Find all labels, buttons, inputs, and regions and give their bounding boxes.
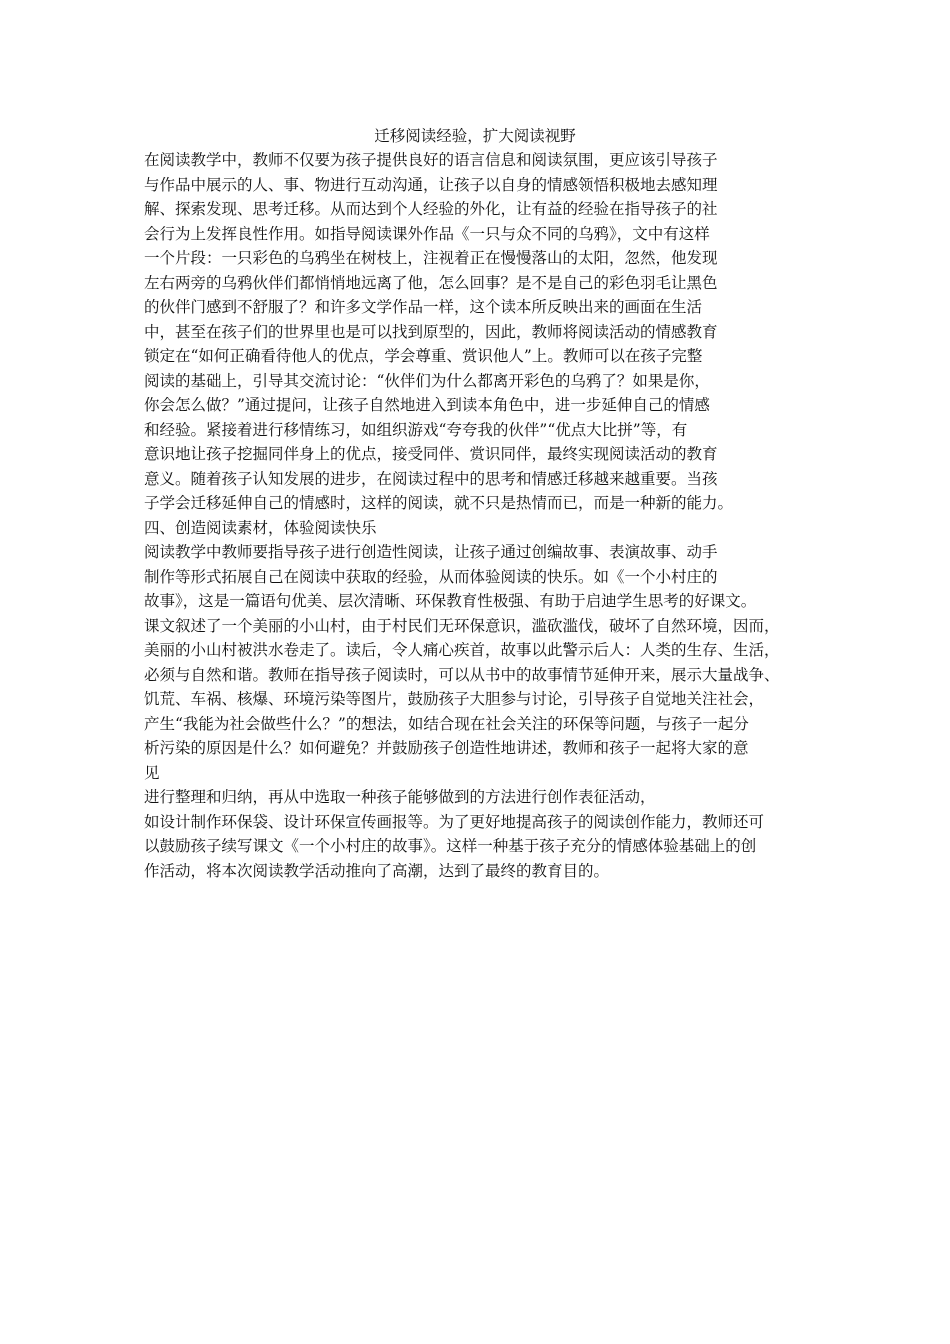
text-line: 中，甚至在孩子们的世界里也是可以找到原型的，因此，教师将阅读活动的情感教育 bbox=[144, 322, 718, 341]
text-line: 作活动，将本次阅读教学活动推向了高潮，达到了最终的教育目的。 bbox=[144, 861, 610, 880]
text-line: 制作等形式拓展自己在阅读中获取的经验，从而体验阅读的快乐。如《一个小村庄的 bbox=[144, 567, 718, 586]
text-line: 在阅读教学中，教师不仅要为孩子提供良好的语言信息和阅读氛围，更应该引导孩子 bbox=[144, 151, 718, 169]
text-line: 四、创造阅读素材，体验阅读快乐 bbox=[144, 518, 377, 537]
text-line: 的伙伴门感到不舒服了？和许多文学作品一样，这个读本所反映出来的画面在生活 bbox=[144, 298, 703, 316]
text-line: 进行整理和归纳，再从中选取一种孩子能够做到的方法进行创作表征活动， bbox=[144, 788, 656, 806]
text-line: 你会怎么做？”通过提问，让孩子自然地进入到读本角色中，进一步延伸自己的情感 bbox=[144, 396, 710, 414]
text-line: 意义。随着孩子认知发展的进步，在阅读过程中的思考和情感迁移越来越重要。当孩 bbox=[144, 469, 718, 488]
text-line: 故事》，这是一篇语句优美、层次清晰、环保教育性极强、有助于启迪学生思考的好课文。 bbox=[144, 592, 757, 610]
text-line: 课文叙述了一个美丽的小山村，由于村民们无环保意识，滥砍滥伐，破坏了自然环境，因而， bbox=[144, 616, 780, 635]
text-line: 解、探索发现、思考迁移。从而达到个人经验的外化，让有益的经验在指导孩子的社 bbox=[144, 200, 718, 218]
text-line: 和经验。紧接着进行移情练习，如组织游戏“夸夸我的伙伴”“优点大比拼”等，有 bbox=[144, 420, 688, 439]
text-line: 产生“我能为社会做些什么？”的想法，如结合现在社会关注的环保等问题，与孩子一起分 bbox=[144, 714, 749, 733]
text-line: 见 bbox=[144, 763, 160, 782]
document-body bbox=[144, 148, 824, 883]
text-line: 饥荒、车祸、核爆、环境污染等图片，鼓励孩子大胆参与讨论，引导孩子自觉地关注社会， bbox=[144, 690, 765, 708]
text-line: 子学会迁移延伸自己的情感时，这样的阅读，就不只是热情而已，而是一种新的能力。 bbox=[144, 494, 734, 512]
text-line: 与作品中展示的人、事、物进行互动沟通，让孩子以自身的情感领悟积极地去感知理 bbox=[144, 175, 718, 194]
document-title: 迁移阅读经验，扩大阅读视野 bbox=[374, 127, 576, 145]
text-line: 阅读的基础上，引导其交流讨论：“伙伴们为什么都离开彩色的乌鸦了？如果是你， bbox=[144, 371, 710, 390]
text-line: 会行为上发挥良性作用。如指导阅读课外作品《一只与众不同的乌鸦》，文中有这样 bbox=[144, 224, 710, 243]
text-line: 锁定在“如何正确看待他人的优点，学会尊重、赏识他人”上。教师可以在孩子完整 bbox=[144, 347, 703, 365]
text-line: 左右两旁的乌鸦伙伴们都悄悄地远离了他，怎么回事？是不是自己的彩色羽毛让黑色 bbox=[144, 273, 718, 292]
text-line: 如设计制作环保袋、设计环保宣传画报等。为了更好地提高孩子的阅读创作能力，教师还可 bbox=[144, 812, 765, 831]
text-line: 以鼓励孩子续写课文《一个小村庄的故事》。这样一种基于孩子充分的情感体验基础上的创 bbox=[144, 837, 757, 855]
text-line: 必须与自然和谐。教师在指导孩子阅读时，可以从书中的故事情节延伸开来，展示大量战争、 bbox=[144, 665, 780, 684]
text-line: 一个片段：一只彩色的乌鸦坐在树枝上，注视着正在慢慢落山的太阳，忽然，他发现 bbox=[144, 249, 718, 267]
text-line: 析污染的原因是什么？如何避免？并鼓励孩子创造性地讲述，教师和孩子一起将大家的意 bbox=[144, 739, 749, 757]
text-line: 意识地让孩子挖掘同伴身上的优点，接受同伴、赏识同伴，最终实现阅读活动的教育 bbox=[144, 445, 718, 463]
text-line: 美丽的小山村被洪水卷走了。读后，令人痛心疾首，故事以此警示后人：人类的生存、生活， bbox=[144, 641, 780, 659]
text-line: 阅读教学中教师要指导孩子进行创造性阅读，让孩子通过创编故事、表演故事、动手 bbox=[144, 543, 718, 561]
